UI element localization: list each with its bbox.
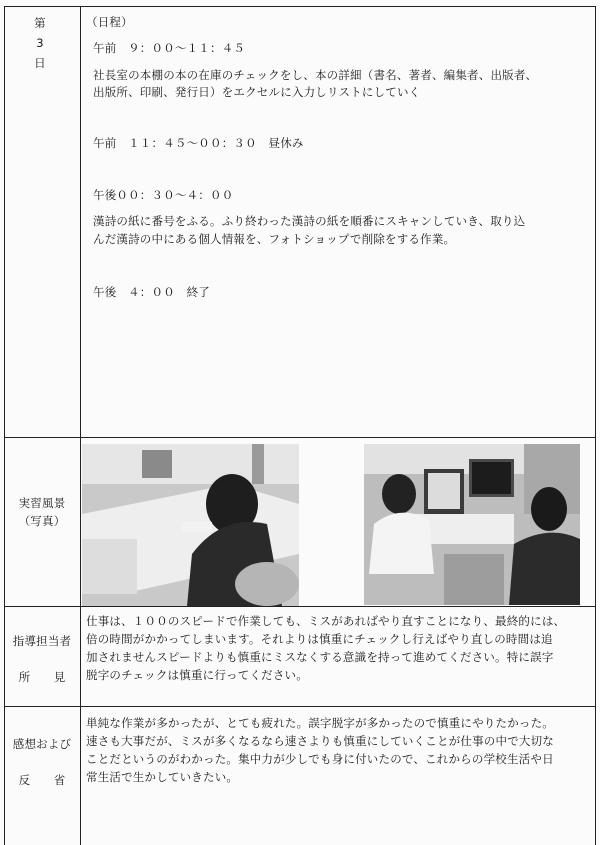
- row-divider-reflection: [4, 706, 596, 707]
- reflection-line-2: 速さも大事だが、ミスが多くなるなら速さよりも慎重にしていくことが仕事の中で大切な: [86, 734, 554, 748]
- schedule-time-1: 午前 ９：００～１１：４５: [93, 41, 246, 55]
- supervisor-line-2: 倍の時間がかかってしまいます。それよりは慎重にチェックし行えばやり直しの時間は追: [86, 632, 553, 646]
- table-right-border: [595, 6, 596, 845]
- photo-icon: [364, 444, 580, 605]
- reflection-line-4: 常生活で生かしていきたい。: [86, 770, 239, 784]
- photo-office-worker: [82, 444, 299, 606]
- row-divider-supervisor: [4, 606, 596, 607]
- schedule-time-2: 午前 １１：４５～００：３０ 昼休み: [93, 136, 304, 150]
- supervisor-line-4: 脱字のチェックは慎重に行ってください。: [86, 668, 308, 682]
- photos-label-1: 実習風景: [18, 496, 66, 510]
- supervisor-label-2: 所 見: [18, 670, 66, 684]
- table-top-border: [4, 6, 596, 7]
- day-label-1: 第: [34, 16, 46, 30]
- schedule-desc-1a: 社長室の本棚の本の在庫のチェックをし、本の詳細（書名、著者、編集者、出版者、: [93, 68, 538, 82]
- supervisor-line-3: 加されませんスピードよりも慎重にミスなくする意識を持って進めてください。特に誤字: [86, 650, 554, 664]
- photo-icon: [82, 444, 299, 606]
- schedule-desc-3b: んだ漢詩の中にある個人情報を、フォトショップで削除をする作業。: [93, 232, 456, 246]
- reflection-line-1: 単純な作業が多かったが、とても疲れた。誤字脱字が多かったので慎重にやりたかった。: [86, 716, 554, 730]
- supervisor-line-1: 仕事は、１００のスピードで作業しても、ミスがあればやり直すことになり、最終的には、: [86, 614, 566, 628]
- supervisor-label-1: 指導担当者: [12, 634, 72, 648]
- reflection-label-2: 反 省: [18, 773, 66, 787]
- reflection-label-1: 感想および: [12, 737, 72, 751]
- schedule-desc-3a: 漢詩の紙に番号をふる。ふり終わった漢詩の紙を順番にスキャンしていき、取り込: [93, 214, 526, 228]
- schedule-time-3: 午後００：３０～４：００: [93, 188, 234, 202]
- schedule-time-4: 午後 ４：００ 終了: [93, 285, 210, 299]
- photo-computer-work: [364, 444, 580, 605]
- schedule-header: （日程）: [86, 15, 133, 29]
- schedule-desc-1b: 出版所、印刷、発行日）をエクセルに入力しリストにしていく: [93, 85, 421, 99]
- day-label-2: 3: [36, 36, 44, 50]
- day-label-3: 日: [34, 56, 46, 70]
- row-divider-photos: [4, 437, 596, 438]
- table-left-border: [4, 6, 5, 845]
- reflection-line-3: ことだというのがわかった。集中力が少しでも身に付いたので、これからの学校生活や日: [86, 752, 554, 766]
- photos-label-2: （写真）: [18, 514, 66, 528]
- column-divider: [80, 6, 81, 845]
